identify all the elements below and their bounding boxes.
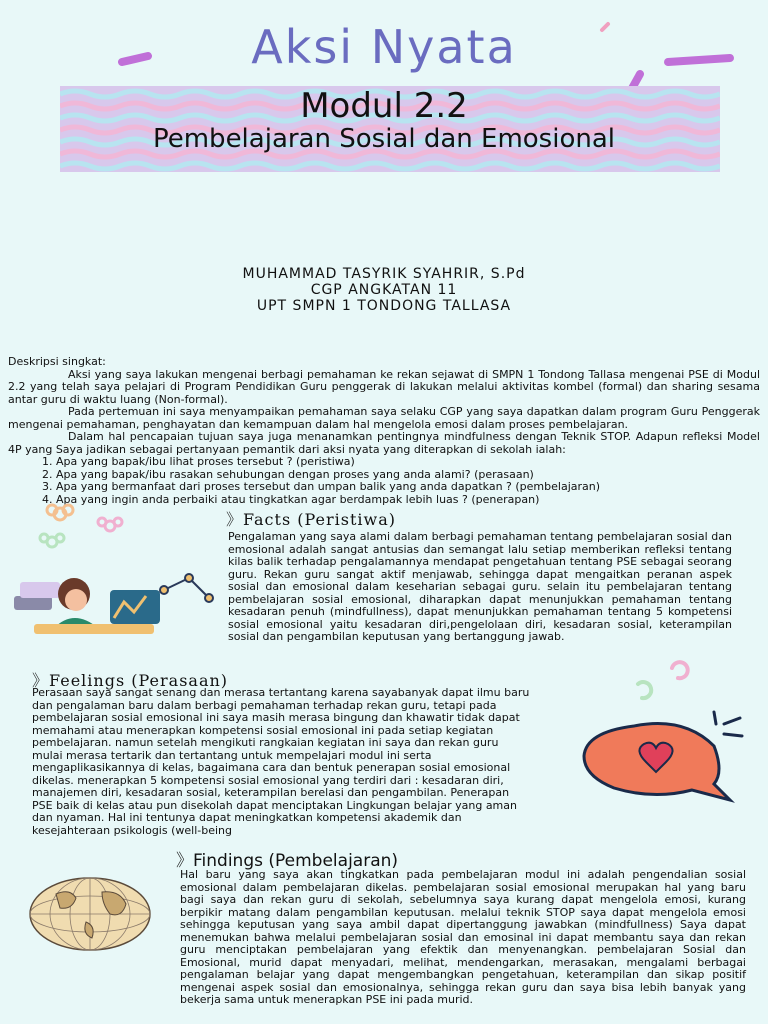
description-paragraph-3: Dalam hal pencapaian tujuan saya juga menanamkan pentingnya mindfulness dengan Teknik STOP. Adapun refleksi Model 4P yang Saya jadikan sebagai pertanyaan pemantik dari aksi nyata yang diterapkan di sekolah ialah: xyxy=(8,430,760,456)
module-subtitle: Pembelajaran Sosial dan Emosional xyxy=(152,124,615,154)
description-paragraph-1: Aksi yang saya lakukan mengenai berbagi pemahaman ke rekan sejawat di SMPN 1 Tondong Tallasa mengenai PSE di Modul 2.2 yang telah saya pelajari di Program Pendidikan Guru penggerak di lakukan melalui aktivitas kombel (formal) dan sharing sesama antar guru di waktu luang (Non-formal). xyxy=(8,367,760,406)
findings-text: Hal baru yang saya akan tingkatkan pada pembelajaran modul ini adalah pengendalian sosial emosional dalam pembelajaran dikelas. pembelajaran sosial emosional merupakan hal yang baru bagi saya dan rekan guru di sekolah, sebelumnya saya kurang dapat mengelola emosi, kurang berpikir matang dalam pengambilan keputusan. melalui teknik STOP saya dapat mengelola emosi sehingga keputusan yang saya ambil dapat dipertanggung jawabkan (mindfullness) Saya dapat menemukan bahwa melalui pembelajaran sosial dan emosinal ini dapat membantu saya dan rekan guru menciptakan pembelajaran yang efektik dan menyenangkan. pembelajaran Sosial dan Emosional, murid dapat menyadari, melihat, mendengarkan, merasakan, mengalami berbagai pengalaman belajar yang dapat mengembangkan pengetahuan, keterampilan dan sikap positif mengenai aspek sosial dan emosionalnya, sehingga rekan guru dan saya bisa lebih banyak yang bekerja sama untuk menerapkan PSE ini pada murid. xyxy=(180,868,746,1006)
author-school: UPT SMPN 1 TONDONG TALLASA xyxy=(256,298,512,314)
author-cohort: CGP ANGKATAN 11 xyxy=(310,282,458,298)
facts-heading: 》Facts (Peristiwa) xyxy=(226,510,397,529)
description-paragraph-2: Pada pertemuan ini saya menyampaikan pemahaman saya selaku CGP yang saya dapatkan dalam program Guru Penggerak mengenai pemahaman, penghayatan dan kemampuan dalam hal mengelola emosi dalam proses pembelajaran. xyxy=(8,405,760,431)
description-section xyxy=(8,356,760,506)
student-study-illustration xyxy=(14,568,219,643)
facts-text: Pengalaman yang saya alami dalam berbagi pemahaman tentang pembelajaran sosial dan emosional adalah sangat antusias dan semangat lalu setiap memberikan refleksi tentang kilas balik terhadap pengalamannya mendapat pengetahuan tentang PSE sebagai seorang guru. Rekan guru sangat aktif menjawab, sehingga dapat mengaitkan peranan aspek sosial dan emosional dalam keseharian sebagai guru. selain itu pembelajaran tentang pembelajaran sosial emosional, diharapkan dapat menunjukkan pemahaman tentang kesadaran penuh (mindfullness), dapat menunjukkan pemahaman tentang 5 kompetensi sosial emosional yaitu kesadaran diri,pengelolaan diri, kesadaran sosial, keterampilan sosial dan pengambilan keputusan yang bertanggung jawab. xyxy=(228,530,732,643)
list-item: 3. Apa yang bermanfaat dari proses tersebut dan umpan balik yang anda dapatkan ? (pembelajaran) xyxy=(56,481,760,494)
list-item: 1. Apa yang bapak/ibu lihat proses tersebut ? (peristiwa) xyxy=(56,456,760,469)
globe-icon xyxy=(26,874,156,954)
list-item: 4. Apa yang ingin anda perbaiki atau tingkatkan agar berdampak lebih luas ? (penerapan) xyxy=(56,494,760,507)
flower-decoration xyxy=(30,500,140,560)
decorative-letters xyxy=(620,650,700,710)
feelings-text: Perasaan saya sangat senang dan merasa tertantang karena sayabanyak dapat ilmu baru dan pengalaman baru dalam berbagi pemahaman terhadap rekan guru, tetapi pada pembelajaran sosial emosional ini saya masih merasa bingung dan khawatir tidak dapat memahami atau menerapkan kompetensi sosial emosional ini pada setiap kegiatan pembelajaran. namun setelah mengikuti rangkaian kegiatan ini saya dan rekan guru mulai merasa tertarik dan tertantang untuk mempelajari modul ini serta mengaplikasikannya di kelas, bagaimana cara dan bentuk penerapan sosial emosional dikelas. menerapkan 5 kompetensi sosial emosional yang terdiri dari : kesadaran diri, manajemen diri, kesadaran sosial, keterampilan berelasi dan pengambilan. Penerapan PSE baik di kelas atau pun disekolah dapat menciptakan Lingkungan belajar yang aman dan nyaman. Hal ini tentunya dapat meningkatkan kompetensi akademik dan kesejahteraan psikologis (well-being xyxy=(32,686,530,837)
module-title: Modul 2.2 xyxy=(300,86,468,126)
findings-heading: 》Findings (Pembelajaran) xyxy=(176,851,399,871)
heart-speech-icon xyxy=(574,702,764,806)
reflection-questions xyxy=(8,456,760,506)
feelings-heading: 》Feelings (Perasaan) xyxy=(32,671,229,690)
description-label: Deskripsi singkat: xyxy=(8,355,106,368)
list-item: 2. Apa yang bapak/ibu rasakan sehubungan dengan proses yang anda alami? (perasaan) xyxy=(56,469,760,482)
page-title: Aksi Nyata xyxy=(251,20,517,74)
author-name: MUHAMMAD TASYRIK SYAHRIR, S.Pd xyxy=(242,266,526,282)
